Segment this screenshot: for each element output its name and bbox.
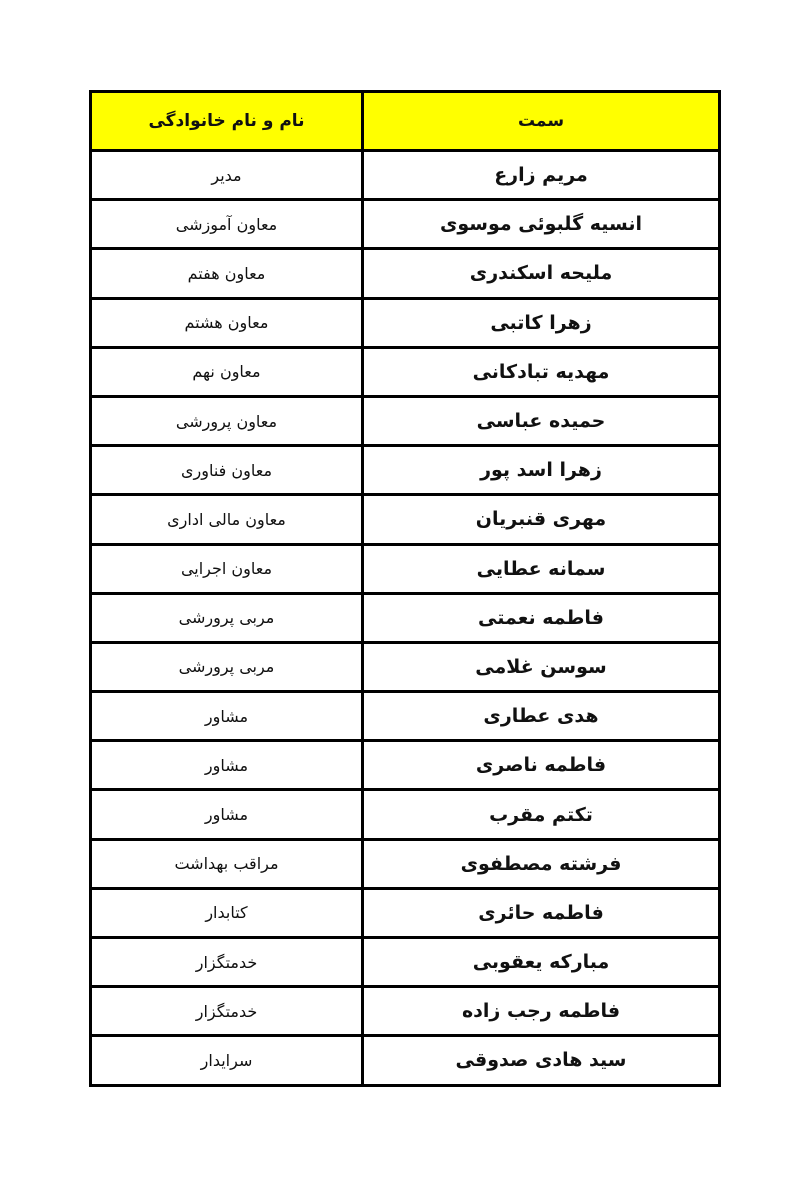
role-cell: مدیر	[91, 151, 363, 200]
staff-table	[89, 90, 721, 1087]
name-cell: زهرا کاتبی	[363, 298, 720, 347]
name-cell: تکتم مقرب	[363, 790, 720, 839]
table-row	[91, 888, 720, 937]
name-cell: انسیه گلبوئی موسوی	[363, 200, 720, 249]
role-cell: مراقب بهداشت	[91, 839, 363, 888]
role-cell: معاون نهم	[91, 347, 363, 396]
role-cell: مربی پرورشی	[91, 593, 363, 642]
role-cell: مشاور	[91, 741, 363, 790]
header-position: سمت	[363, 92, 720, 151]
table-body	[91, 151, 720, 1086]
table-row	[91, 298, 720, 347]
name-cell: زهرا اسد پور	[363, 446, 720, 495]
name-cell: فاطمه رجب زاده	[363, 987, 720, 1036]
table-row	[91, 938, 720, 987]
table-row	[91, 396, 720, 445]
role-cell: معاون هشتم	[91, 298, 363, 347]
name-cell: سید هادی صدوقی	[363, 1036, 720, 1085]
name-cell: سمانه عطایی	[363, 544, 720, 593]
table-row	[91, 839, 720, 888]
table-row	[91, 446, 720, 495]
role-cell: خدمتگزار	[91, 938, 363, 987]
name-cell: مهدیه تبادکانی	[363, 347, 720, 396]
table-row	[91, 151, 720, 200]
table-row	[91, 1036, 720, 1085]
name-cell: هدی عطاری	[363, 692, 720, 741]
name-cell: مهری قنبریان	[363, 495, 720, 544]
name-cell: حمیده عباسی	[363, 396, 720, 445]
role-cell: مربی پرورشی	[91, 642, 363, 691]
table-row	[91, 692, 720, 741]
table-row	[91, 790, 720, 839]
role-cell: خدمتگزار	[91, 987, 363, 1036]
role-cell: مشاور	[91, 790, 363, 839]
table-row	[91, 642, 720, 691]
name-cell: فرشته مصطفوی	[363, 839, 720, 888]
name-cell: ملیحه اسکندری	[363, 249, 720, 298]
role-cell: معاون مالی اداری	[91, 495, 363, 544]
name-cell: فاطمه ناصری	[363, 741, 720, 790]
table-row	[91, 544, 720, 593]
role-cell: کتابدار	[91, 888, 363, 937]
name-cell: مبارکه یعقوبی	[363, 938, 720, 987]
table-row	[91, 347, 720, 396]
role-cell: سرایدار	[91, 1036, 363, 1085]
name-cell: مریم زارع	[363, 151, 720, 200]
table-row	[91, 987, 720, 1036]
table-row	[91, 200, 720, 249]
name-cell: فاطمه نعمتی	[363, 593, 720, 642]
header-full-name: نام و نام خانوادگی	[91, 92, 363, 151]
role-cell: معاون هفتم	[91, 249, 363, 298]
role-cell: معاون اجرایی	[91, 544, 363, 593]
role-cell: معاون آموزشی	[91, 200, 363, 249]
table-header-row	[91, 92, 720, 151]
name-cell: سوسن غلامی	[363, 642, 720, 691]
role-cell: معاون پرورشی	[91, 396, 363, 445]
table-row	[91, 249, 720, 298]
table-row	[91, 741, 720, 790]
role-cell: معاون فناوری	[91, 446, 363, 495]
table-row	[91, 495, 720, 544]
role-cell: مشاور	[91, 692, 363, 741]
name-cell: فاطمه حائری	[363, 888, 720, 937]
table-row	[91, 593, 720, 642]
